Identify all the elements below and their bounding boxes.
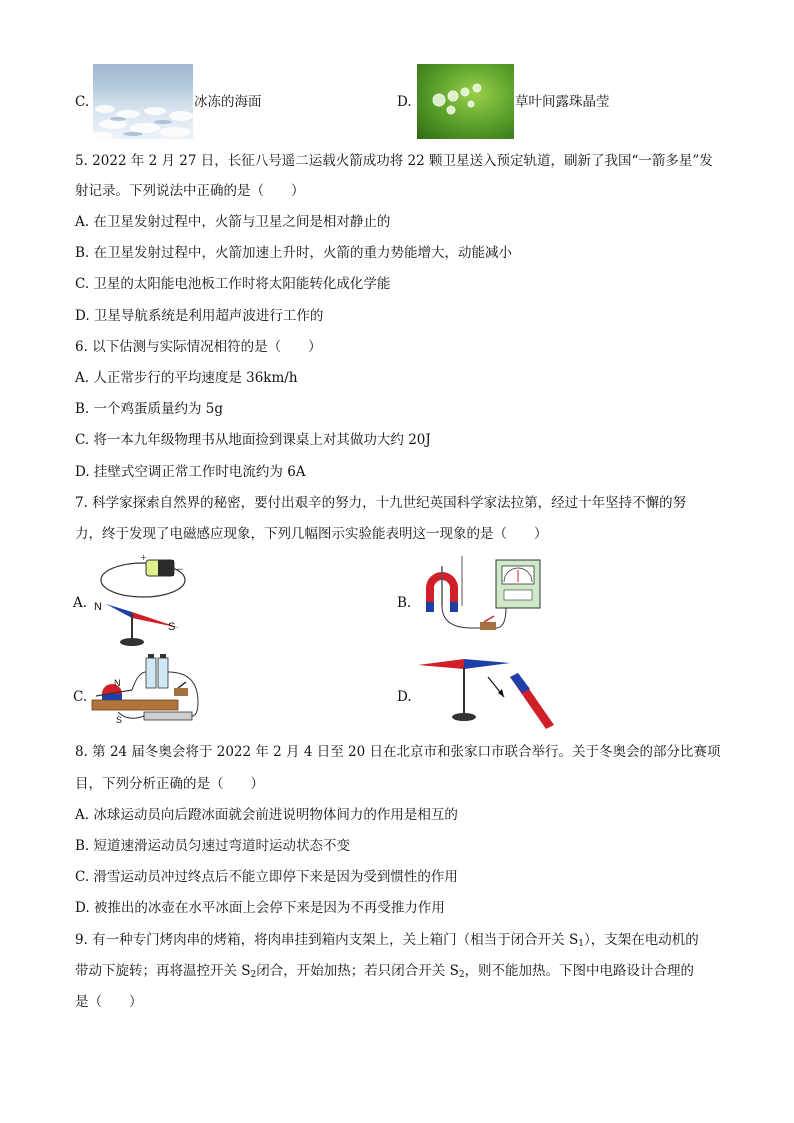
fig-c-n-label: N [114, 678, 121, 688]
dewdrops-grass-image [417, 64, 514, 139]
svg-text:−: − [176, 565, 184, 575]
q9-line1: 9. 有一种专门烤肉串的烤箱，将肉串挂到箱内支架上，关上箱门（相当于闭合开关 $S_1$），支架在电动机的 [75, 932, 699, 949]
q6-option-a: A. 人正常步行的平均速度是 36km/h [75, 370, 298, 386]
figure-c-motor [88, 652, 218, 732]
q7-line1: 7. 科学家探索自然界的秘密，要付出艰辛的努力，十九世纪英国科学家法拉第，经过十年坚持不懈的努 [75, 495, 687, 511]
q8-option-c: C. 滑雪运动员冲过终点后不能立即停下来是因为受到惯性的作用 [75, 869, 458, 885]
q4-option-d-letter: D. [397, 94, 412, 110]
q8-option-b: B. 短道速滑运动员匀速过弯道时运动状态不变 [75, 838, 351, 854]
q5-line2: 射记录。下列说法中正确的是（ ） [75, 183, 305, 199]
svg-text:+: + [140, 553, 147, 562]
q7-label-c: C. [73, 689, 88, 705]
q7-line2: 力，终于发现了电磁感应现象，下列几幅图示实验能表明这一现象的是（ ） [75, 526, 548, 542]
q9-line3: 是（ ） [75, 994, 143, 1010]
figure-d-compass [414, 655, 564, 735]
fig-c-s-label: S [116, 715, 123, 725]
q9-line2: 带动下旋转；再将温控开关 $S_2$闭合，开始加热；若只闭合开关 $S_2$，则不能加热。下图中电路设计合理的 [75, 963, 695, 980]
q4-option-c-text: 冰冻的海面 [194, 94, 262, 110]
q6-line1: 6. 以下估测与实际情况相符的是（ ） [75, 339, 322, 355]
figure-a-oersted [88, 548, 208, 648]
q8-line1: 8. 第 24 届冬奥会将于 2022 年 2 月 4 日至 20 日在北京市和张家口市联合举行。关于冬奥会的部分比赛项 [75, 744, 721, 760]
fig-a-s-label: S [168, 621, 176, 633]
q5-option-b: B. 在卫星发射过程中，火箭加速上升时，火箭的重力势能增大，动能减小 [75, 245, 513, 261]
q7-label-b: B. [397, 595, 412, 611]
q6-option-d: D. 挂壁式空调正常工作时电流约为 6A [75, 464, 306, 480]
q5-option-d: D. 卫星导航系统是利用超声波进行工作的 [75, 308, 324, 324]
q8-option-d: D. 被推出的冰壶在水平冰面上会停下来是因为不再受推力作用 [75, 900, 445, 916]
q4-option-d-text: 草叶间露珠晶莹 [515, 94, 610, 110]
q6-option-b: B. 一个鸡蛋质量约为 5g [75, 401, 224, 417]
q8-option-a: A. 冰球运动员向后蹬冰面就会前进说明物体间力的作用是相互的 [75, 807, 458, 823]
q5-option-a: A. 在卫星发射过程中，火箭与卫星之间是相对静止的 [75, 214, 391, 230]
q5-option-c: C. 卫星的太阳能电池板工作时将太阳能转化成化学能 [75, 276, 391, 292]
q6-option-c: C. 将一本九年级物理书从地面捡到课桌上对其做功大约 20J [75, 432, 431, 448]
q8-line2: 目，下列分析正确的是（ ） [75, 776, 264, 792]
q4-option-c-letter: C. [75, 94, 90, 110]
figure-b-induction [412, 548, 552, 638]
q7-label-d: D. [397, 689, 412, 705]
frozen-sea-image [93, 64, 193, 139]
q5-line1: 5. 2022 年 2 月 27 日，长征八号遥二运载火箭成功将 22 颗卫星送入预定轨道，刷新了我国“一箭多星”发 [75, 153, 713, 169]
fig-a-n-label: N [94, 601, 102, 613]
q7-label-a: A. [73, 595, 88, 611]
